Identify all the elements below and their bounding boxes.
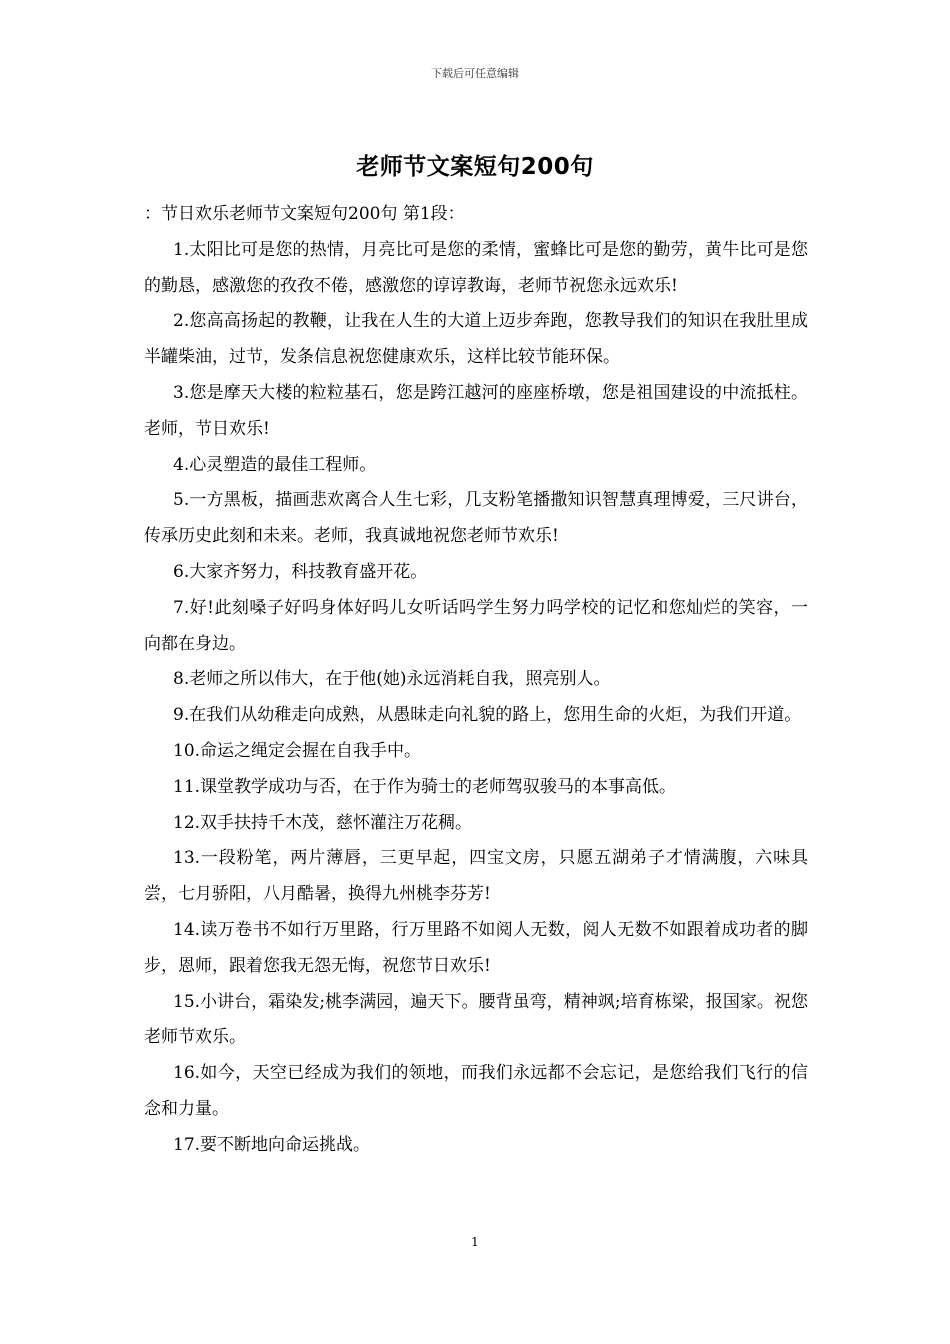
list-item: 10.命运之绳定会握在自我手中。 [173, 740, 422, 761]
list-item: 9.在我们从幼稚走向成熟，从愚昧走向礼貌的路上，您用生命的火炬，为我们开道。 [173, 705, 802, 726]
header-note: 下载后可任意编辑 [431, 67, 519, 80]
list-item: 12.双手扶持千木茂，慈怀灌注万花稠。 [173, 812, 473, 833]
list-item: 2.您高高扬起的教鞭，让我在人生的大道上迈步奔跑，您教导我们的知识在我肚里成半罐柴油，过节，发条信息祝您健康欢乐，这样比较节能环保。 [144, 311, 808, 368]
list-item: 16.如今，天空已经成为我们的领地，而我们永远都不会忘记，是您给我们飞行的信念和力量。 [144, 1063, 808, 1119]
list-item: 15.小讲台，霜染发;桃李满园，遍天下。腰背虽弯，精神飒;培育栋梁，报国家。祝您老师节欢乐。 [144, 991, 808, 1048]
list-item: 7.好!此刻嗓子好吗身体好吗儿女听话吗学生努力吗学校的记忆和您灿烂的笑容，一向都在身边。 [144, 597, 808, 654]
list-item: 1.太阳比可是您的热情，月亮比可是您的柔情，蜜蜂比可是您的勤劳，黄牛比可是您的勤恳，感激您的孜孜不倦，感激您的谆谆教诲，老师节祝您永远欢乐! [144, 239, 808, 296]
list-item: 5.一方黑板，描画悲欢离合人生七彩，几支粉笔播撒知识智慧真理博爱，三尺讲台，传承历史此刻和未来。老师，我真诚地祝您老师节欢乐! [144, 490, 808, 547]
document-body [144, 197, 808, 1164]
list-item: 14.读万卷书不如行万里路，行万里路不如阅人无数，阅人无数不如跟着成功者的脚步，恩师，跟着您我无怨无悔，祝您节日欢乐! [144, 919, 808, 976]
list-item: 11.课堂教学成功与否，在于作为骑士的老师驾驭骏马的本事高低。 [173, 776, 677, 797]
intro-line: ：节日欢乐老师节文案短句200句 第1段： [144, 204, 465, 224]
page-number: 1 [471, 1235, 479, 1249]
list-item: 8.老师之所以伟大，在于他(她)永远消耗自我，照亮别人。 [173, 669, 611, 690]
list-item: 17.要不断地向命运挑战。 [173, 1134, 371, 1155]
list-item: 3.您是摩天大楼的粒粒基石，您是跨江越河的座座桥墩，您是祖国建设的中流抵柱。老师，节日欢乐! [144, 382, 808, 439]
list-item: 6.大家齐努力，科技教育盛开花。 [173, 561, 428, 582]
document-title: 老师节文案短句200句 [356, 154, 594, 180]
list-item: 13.一段粉笔，两片薄唇，三更早起，四宝文房，只愿五湖弟子才情满腹，六味具尝，七月骄阳，八月酷暑，换得九州桃李芬芳! [144, 848, 808, 905]
list-item: 4.心灵塑造的最佳工程师。 [173, 454, 377, 475]
